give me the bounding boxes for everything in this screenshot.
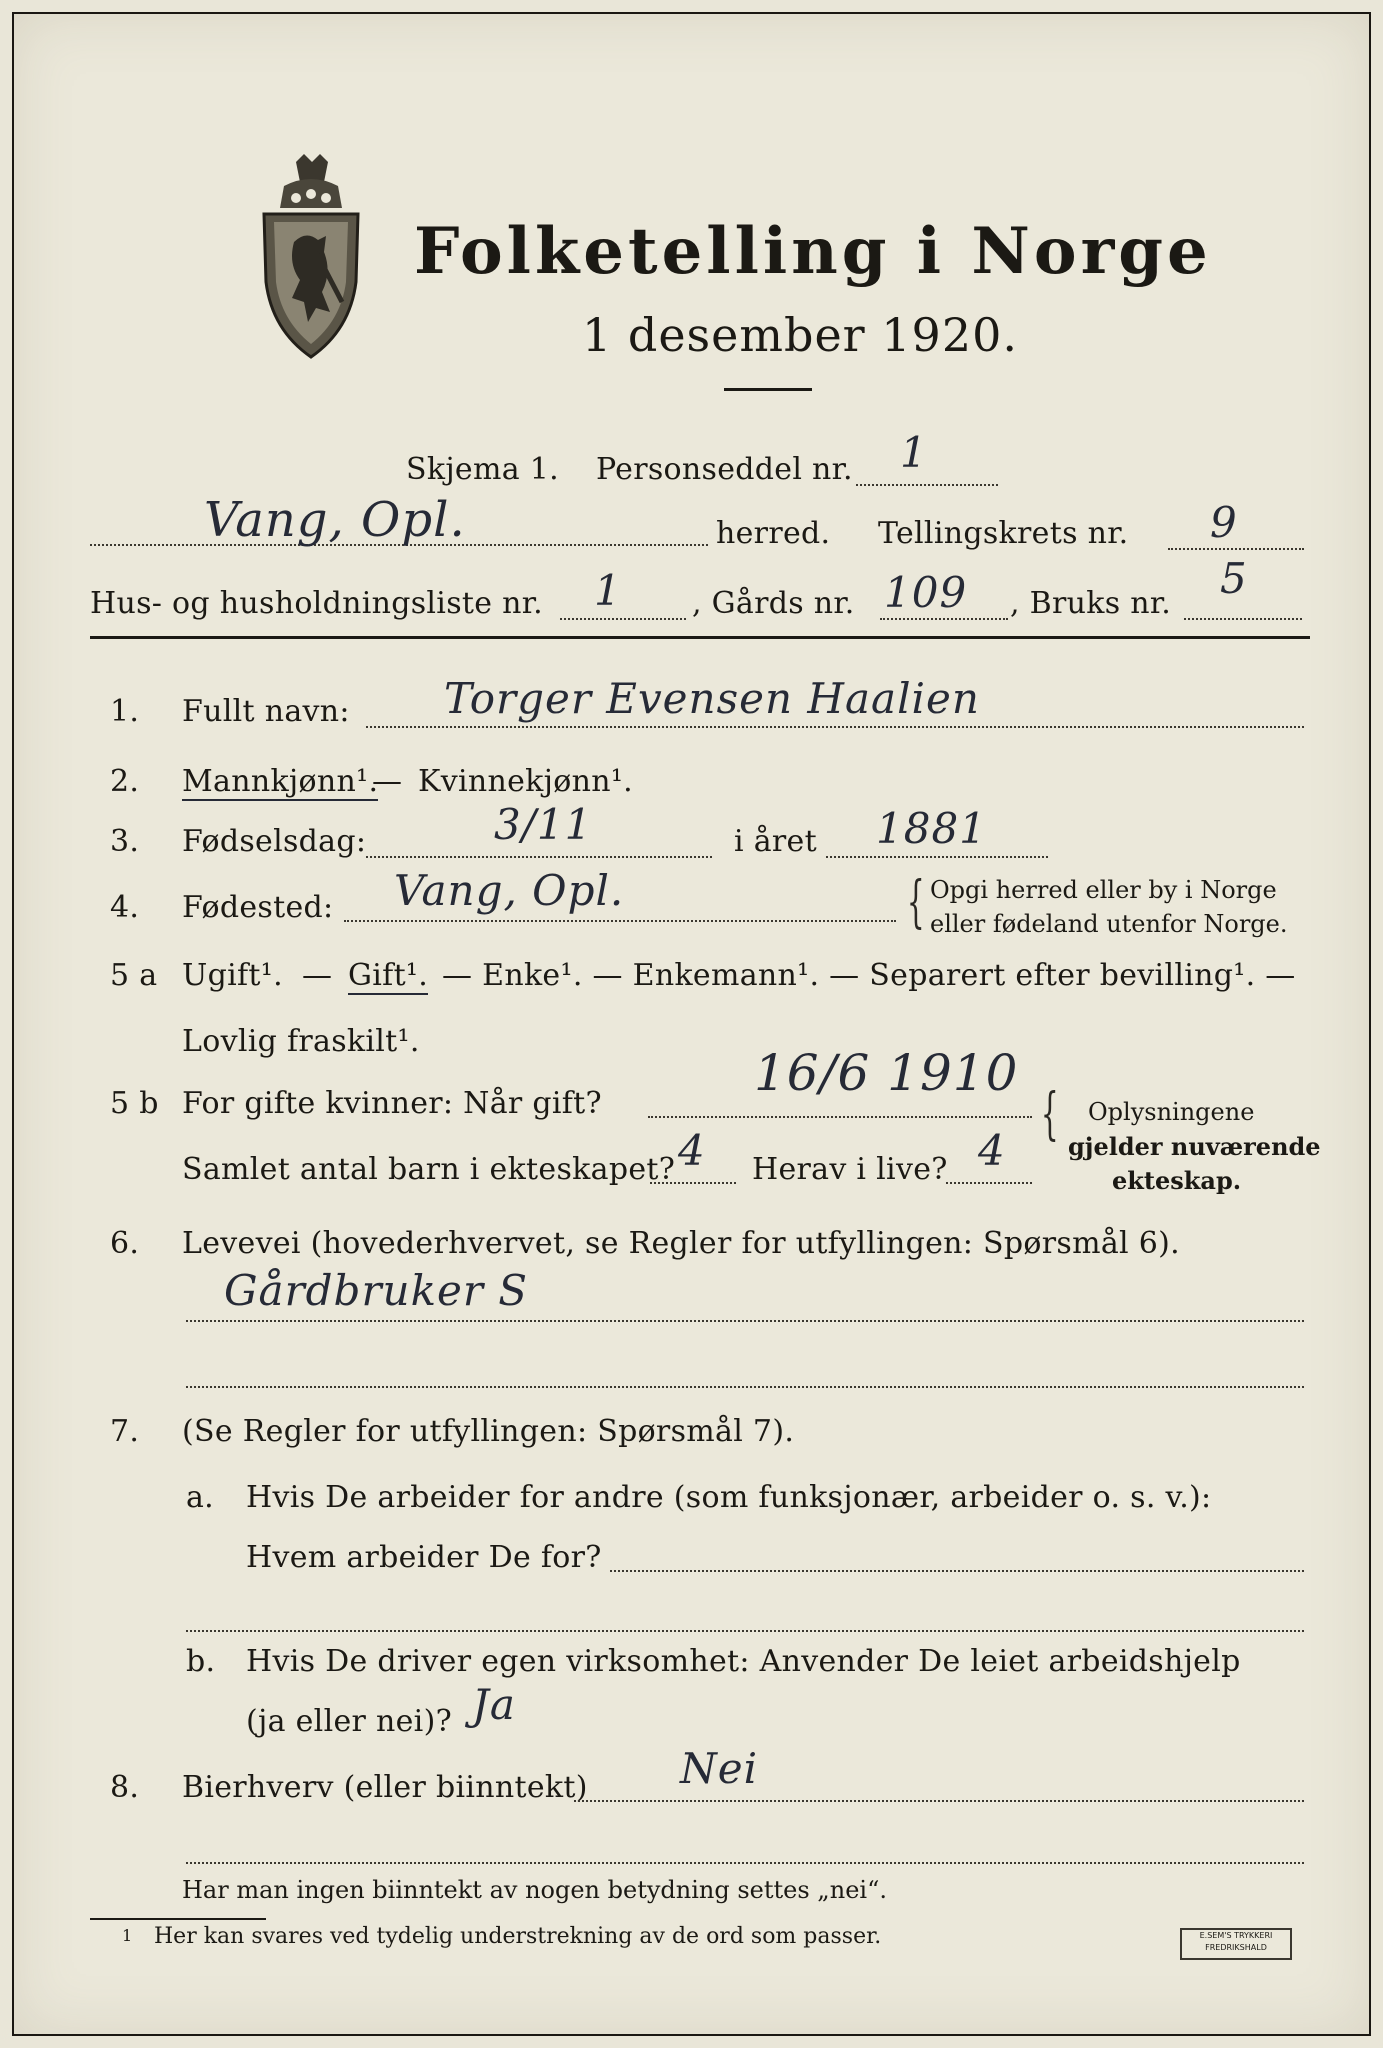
- q7a-letter: a.: [186, 1480, 215, 1515]
- children-label: Samlet antal barn i ekteskapet?: [182, 1152, 676, 1187]
- sex-male-option[interactable]: Mannkjønn¹.: [182, 764, 379, 799]
- personseddel-line: [856, 484, 998, 486]
- q5b-married-line: [648, 1116, 1032, 1118]
- skjema-label: Skjema 1.: [406, 452, 559, 487]
- title-divider: [724, 388, 812, 391]
- bruks-value[interactable]: 5: [1220, 554, 1248, 603]
- q6-label: Levevei (hovederhvervet, se Regler for utfyllingen: Spørsmål 6).: [182, 1226, 1180, 1261]
- q4-number: 4.: [110, 890, 140, 925]
- children-line: [650, 1182, 736, 1184]
- header-rule: [90, 636, 1310, 639]
- q7a-question: Hvis De arbeider for andre (som funksjonær, arbeider o. s. v.):: [246, 1480, 1212, 1515]
- q5b-note-line1: Oplysningene: [1088, 1098, 1255, 1126]
- q4-line: [344, 920, 896, 922]
- q5b-number: 5 b: [110, 1086, 159, 1121]
- q8-label: Bierhverv (eller biinntekt): [182, 1770, 588, 1805]
- q7b-question: Hvis De driver egen virksomhet: Anvender De leiet arbeidshjelp: [246, 1644, 1241, 1679]
- alive-line: [946, 1182, 1032, 1184]
- q7a-line1: [610, 1570, 1304, 1572]
- footer-note: Har man ingen biinntekt av nogen betydning settes „nei“.: [182, 1876, 887, 1904]
- q5b-note-line3: ekteskap.: [1112, 1166, 1242, 1195]
- footnote-rule: [90, 1918, 266, 1920]
- side-income-value[interactable]: Nei: [680, 1744, 759, 1793]
- census-form-page: [14, 14, 1369, 2034]
- q7b-letter: b.: [186, 1644, 216, 1679]
- gards-line: [880, 618, 1008, 620]
- hired-help-value[interactable]: Ja: [472, 1680, 516, 1729]
- form-title: Folketelling i Norge: [414, 214, 1212, 289]
- occupation-value[interactable]: Gårdbruker S: [224, 1266, 529, 1315]
- q8-number: 8.: [110, 1770, 140, 1805]
- husliste-label: Hus- og husholdningsliste nr.: [90, 586, 543, 621]
- sex-separator: —: [372, 764, 403, 799]
- q4-brace: {: [906, 870, 925, 935]
- printer-stamp-line2: FREDRIKSHALD: [1205, 1943, 1267, 1952]
- personseddel-label: Personseddel nr.: [596, 452, 853, 487]
- coat-of-arms-icon: [246, 152, 376, 362]
- bruks-line: [1184, 618, 1302, 620]
- q6-line2: [186, 1386, 1304, 1388]
- status-other-options[interactable]: — Enke¹. — Enkemann¹. — Separert efter bevilling¹. —: [442, 958, 1296, 993]
- q7a-line2: [186, 1630, 1304, 1632]
- footnote-text: Her kan svares ved tydelig understrekning av de ord som passer.: [154, 1924, 882, 1949]
- birth-year-value[interactable]: 1881: [876, 804, 987, 853]
- q6-line1: [186, 1320, 1304, 1322]
- q4-note-line2: eller fødeland utenfor Norge.: [930, 910, 1288, 938]
- husliste-line: [560, 618, 686, 620]
- q8-line1: [574, 1800, 1304, 1802]
- birthday-value[interactable]: 3/11: [494, 800, 593, 849]
- footnote-mark: 1: [122, 1926, 133, 1945]
- census-date: 1 desember 1920.: [582, 308, 1018, 362]
- q5b-label: For gifte kvinner: Når gift?: [182, 1086, 602, 1121]
- status-unmarried-option[interactable]: Ugift¹.: [182, 958, 283, 993]
- q3-label: Fødselsdag:: [182, 824, 367, 859]
- birthplace-value[interactable]: Vang, Opl.: [394, 866, 625, 915]
- q3-year-line: [826, 856, 1048, 858]
- q1-line: [366, 726, 1304, 728]
- q1-number: 1.: [110, 694, 140, 729]
- q1-label: Fullt navn:: [182, 694, 350, 729]
- status-separator: —: [302, 958, 333, 993]
- q5b-note-line2: gjelder nuværende: [1068, 1132, 1321, 1161]
- status-divorced-option[interactable]: Lovlig fraskilt¹.: [182, 1024, 420, 1059]
- q4-label: Fødested:: [182, 890, 334, 925]
- printer-stamp-line1: E.SEM'S TRYKKERI: [1199, 1931, 1273, 1940]
- personseddel-value[interactable]: 1: [900, 428, 928, 477]
- q7-label: (Se Regler for utfyllingen: Spørsmål 7).: [182, 1414, 795, 1449]
- q7-number: 7.: [110, 1414, 140, 1449]
- q5a-number: 5 a: [110, 958, 158, 993]
- q5b-brace: {: [1040, 1082, 1059, 1147]
- q2-number: 2.: [110, 764, 140, 799]
- q7b-yesno-label: (ja eller nei)?: [246, 1704, 452, 1739]
- q3-number: 3.: [110, 824, 140, 859]
- status-married-option[interactable]: Gift¹.: [348, 958, 429, 993]
- gards-label: , Gårds nr.: [692, 586, 855, 621]
- q7a-employer-label: Hvem arbeider De for?: [246, 1540, 602, 1575]
- tellingskrets-label: Tellingskrets nr.: [878, 516, 1129, 551]
- q8-line2: [186, 1862, 1304, 1864]
- bruks-label: , Bruks nr.: [1010, 586, 1172, 621]
- printer-stamp: [1180, 1928, 1292, 1960]
- sex-female-option[interactable]: Kvinnekjønn¹.: [418, 764, 633, 799]
- herred-label: herred.: [716, 516, 831, 551]
- husliste-value[interactable]: 1: [594, 566, 622, 615]
- alive-label: Herav i live?: [752, 1152, 948, 1187]
- herred-value[interactable]: Vang, Opl.: [204, 492, 466, 548]
- married-date-value[interactable]: 16/6 1910: [754, 1044, 1019, 1102]
- children-value[interactable]: 4: [678, 1126, 706, 1175]
- tellingskrets-value[interactable]: 9: [1210, 498, 1238, 547]
- q4-note-line1: Opgi herred eller by i Norge: [930, 876, 1277, 904]
- q3-day-line: [366, 856, 712, 858]
- alive-value[interactable]: 4: [978, 1126, 1006, 1175]
- tellingskrets-line: [1168, 548, 1304, 550]
- full-name-value[interactable]: Torger Evensen Haalien: [444, 674, 980, 723]
- q3-year-label: i året: [734, 824, 817, 859]
- gards-value[interactable]: 109: [884, 568, 968, 617]
- q6-number: 6.: [110, 1226, 140, 1261]
